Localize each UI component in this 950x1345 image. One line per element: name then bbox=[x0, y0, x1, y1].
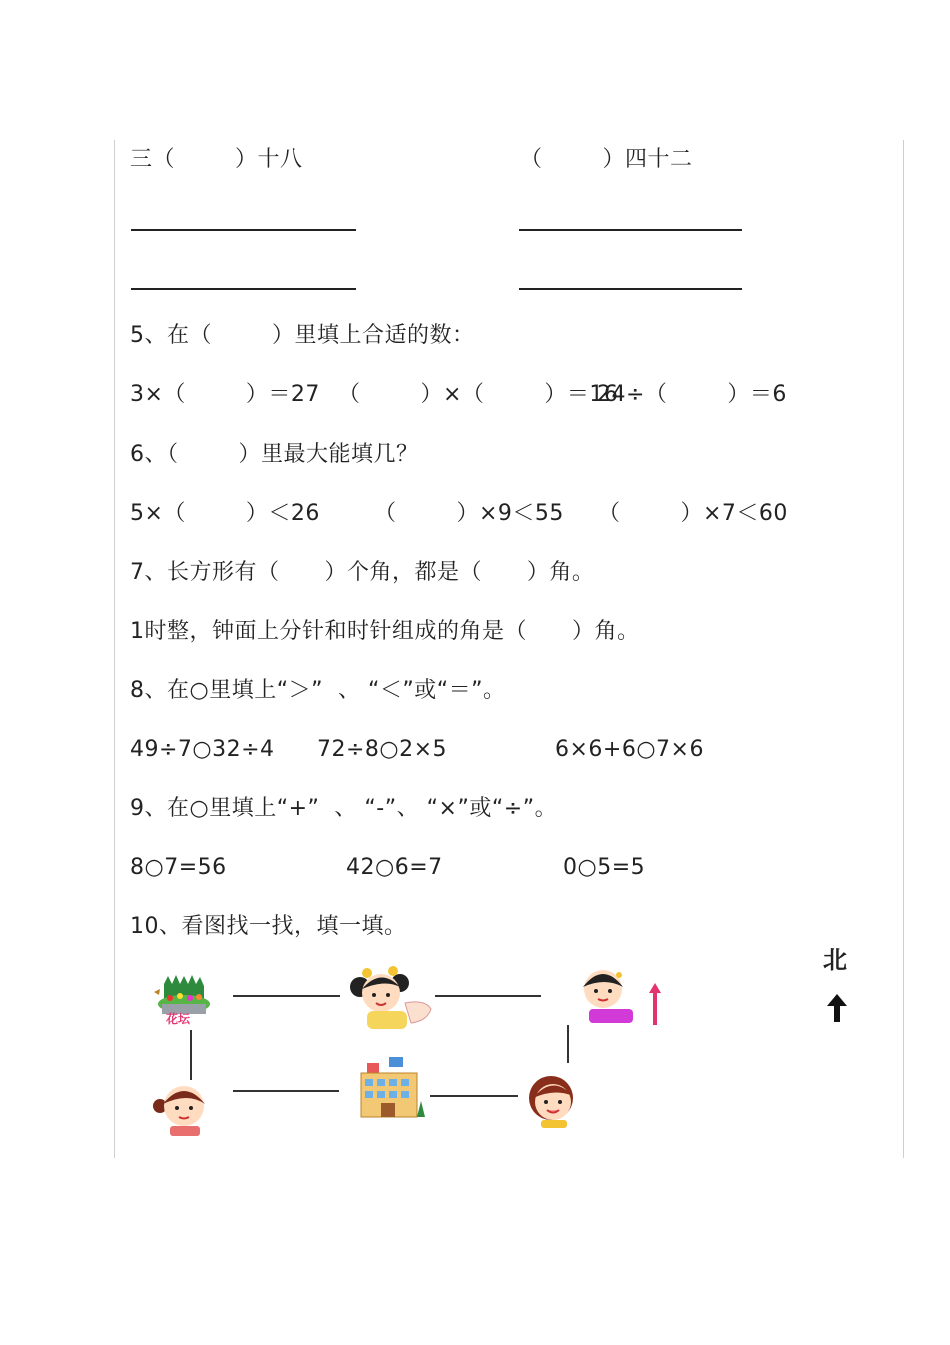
answer-line[interactable] bbox=[519, 288, 742, 290]
q5-item-1: 3×（ ）＝27 bbox=[130, 382, 320, 407]
question-8: 8、在○里填上“＞” 、 “＜”或“＝”。 bbox=[130, 678, 506, 703]
q9-item-1: 8○7=56 bbox=[130, 855, 227, 880]
q8-item-1: 49÷7○32÷4 bbox=[130, 737, 275, 762]
page-border-left bbox=[114, 140, 115, 1158]
q9-item-2: 42○6=7 bbox=[346, 855, 443, 880]
garden-label: 花坛 bbox=[166, 1012, 191, 1026]
question-9: 9、在○里填上“+” 、 “-”、 “×”或“÷”。 bbox=[130, 796, 558, 821]
q5-item-2: （ ）×（ ）＝16 bbox=[338, 382, 619, 407]
answer-line[interactable] bbox=[131, 229, 356, 231]
number-word-1: 三（ ）十八 bbox=[130, 147, 303, 172]
map-connector bbox=[190, 1030, 192, 1080]
girl-smiling-icon bbox=[515, 1070, 591, 1128]
q6-item-1: 5×（ ）＜26 bbox=[130, 501, 320, 526]
number-word-2: （ ）四十二 bbox=[520, 147, 693, 172]
map-connector bbox=[233, 1090, 339, 1092]
answer-line[interactable] bbox=[519, 229, 742, 231]
page-border-right bbox=[903, 140, 904, 1158]
map-connector bbox=[233, 995, 340, 997]
answer-line[interactable] bbox=[131, 288, 356, 290]
north-arrow-icon bbox=[826, 992, 848, 1024]
q5-item-3: 24÷（ ）＝6 bbox=[597, 382, 787, 407]
map-connector bbox=[430, 1095, 518, 1097]
map-connector bbox=[435, 995, 541, 997]
north-label: 北 bbox=[823, 946, 847, 974]
question-7b: 1时整，钟面上分针和时针组成的角是（ ）角。 bbox=[130, 619, 640, 644]
q8-item-2: 72÷8○2×5 bbox=[317, 737, 448, 762]
question-10: 10、看图找一找，填一填。 bbox=[130, 914, 407, 939]
question-7: 7、长方形有（ ）个角，都是（ ）角。 bbox=[130, 560, 595, 585]
q6-item-3: （ ）×7＜60 bbox=[598, 501, 788, 526]
girl-reading-icon bbox=[575, 965, 670, 1027]
building-icon bbox=[355, 1055, 431, 1121]
q9-item-3: 0○5=5 bbox=[563, 855, 646, 880]
girl-pigtails-icon bbox=[345, 965, 435, 1031]
girl-short-hair-icon bbox=[150, 1080, 216, 1136]
map-connector bbox=[567, 1025, 569, 1063]
q8-item-3: 6×6+6○7×6 bbox=[555, 737, 704, 762]
question-5: 5、在（ ）里填上合适的数： bbox=[130, 323, 475, 348]
q6-item-2: （ ）×9＜55 bbox=[374, 501, 564, 526]
question-6: 6、（ ）里最大能填几？ bbox=[130, 442, 419, 467]
